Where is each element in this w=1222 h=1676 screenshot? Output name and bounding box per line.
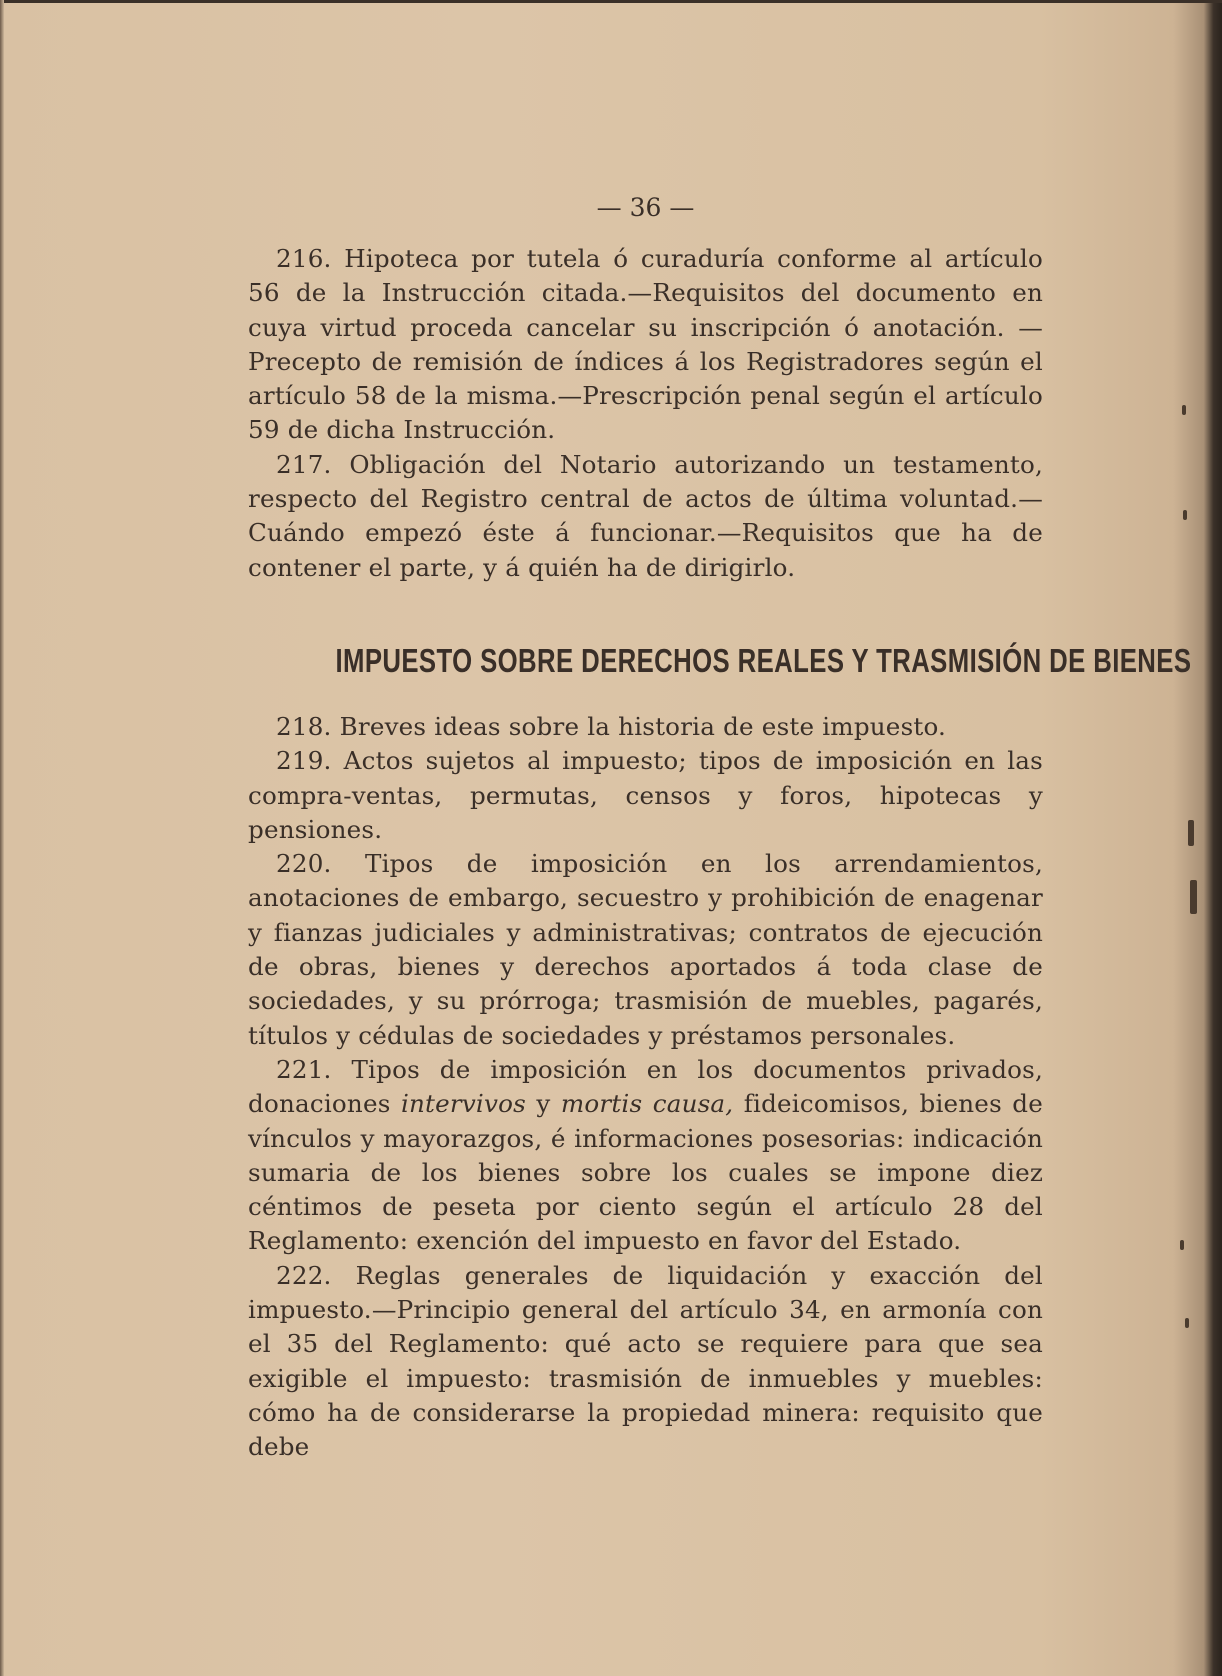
paragraph-number: 217.: [276, 449, 332, 479]
paragraph-number: 222.: [276, 1260, 332, 1290]
paragraph-218: [248, 710, 1043, 744]
section-heading: IMPUESTO SOBRE DERECHOS REALES Y TRASMISIÓN DE BIENES: [335, 642, 1192, 679]
page-number: — 36 —: [596, 193, 695, 222]
paragraph-text: Reglas generales de liquidación y exacción del impuesto.—Principio general del artículo 34, en armonía con el 35 del Reglamento: qué acto se requiere para que sea exigible el impuesto: trasmisión de inmuebles y muebles: cómo ha de considerarse la propiedad minera: requisito que debe: [248, 1260, 1043, 1462]
binding-mark: [1190, 880, 1197, 914]
paragraph-text: Actos sujetos al impuesto; tipos de imposición en las compra-ventas, permutas, censos y foros, hipotecas y pensiones.: [248, 746, 1043, 844]
paragraph-text: fideicomisos, bienes de vínculos y mayorazgos, é informaciones posesorias: indicación sumaria de los bienes sobre los cuales se impone diez céntimos de peseta por ciento según el artículo 28 del Reglamento: exención del impuesto en favor del Estado.: [248, 1089, 1043, 1256]
paragraph-text: Tipos de imposición en los documentos privados, donaciones: [248, 1054, 1043, 1119]
paragraph-text: Breves ideas sobre la historia de este impuesto.: [339, 712, 947, 741]
binding-mark: [1188, 820, 1194, 846]
paragraph-222: [248, 1259, 1043, 1465]
paragraph-number: 219.: [276, 746, 332, 776]
text-block-after-heading: [248, 710, 1043, 1465]
paragraph-219: [248, 744, 1043, 847]
binding-mark: [1182, 405, 1186, 415]
italic-term: mortis causa,: [560, 1089, 734, 1119]
text-block-before-heading: [248, 242, 1043, 585]
paragraph-text: Tipos de imposición en los arrendamientos, anotaciones de embargo, secuestro y prohibición de enagenar y fianzas judiciales y administrativas; contratos de ejecución de obras, bienes y derechos aportados á toda clase de sociedades, y su prórroga; trasmisión de muebles, pagarés, títulos y cédulas de sociedades y préstamos personales.: [248, 849, 1043, 1050]
page-left-edge: [0, 0, 4, 1676]
paragraph-number: 221.: [276, 1054, 332, 1084]
paragraph-221: [248, 1053, 1043, 1259]
paragraph-217: [248, 448, 1043, 585]
paragraph-text: y: [525, 1089, 561, 1119]
paragraph-number: 216.: [276, 244, 332, 273]
paragraph-220: [248, 847, 1043, 1053]
binding-mark: [1183, 510, 1187, 520]
paragraph-number: 218.: [276, 712, 332, 741]
binding-mark: [1180, 1240, 1184, 1250]
paragraph-text: Obligación del Notario autorizando un testamento, respecto del Registro central de actos de última voluntad.—Cuándo empezó éste á funcionar.—Requisitos que ha de contener el parte, y á quién ha de dirigirlo.: [248, 449, 1043, 582]
paragraph-216: [248, 242, 1043, 448]
binding-mark: [1185, 1318, 1189, 1328]
paragraph-text: Hipoteca por tutela ó curaduría conforme al artículo 56 de la Instrucción citada.—Requisitos del documento en cuya virtud proceda cancelar su inscripción ó anotación. —Precepto de remisión de índices á los Registradores según el artículo 58 de la misma.—Prescripción penal según el artículo 59 de dicha Instrucción.: [248, 244, 1043, 445]
page-top-edge: [0, 0, 1222, 3]
italic-term: intervivos: [400, 1089, 526, 1119]
paragraph-number: 220.: [276, 849, 332, 879]
